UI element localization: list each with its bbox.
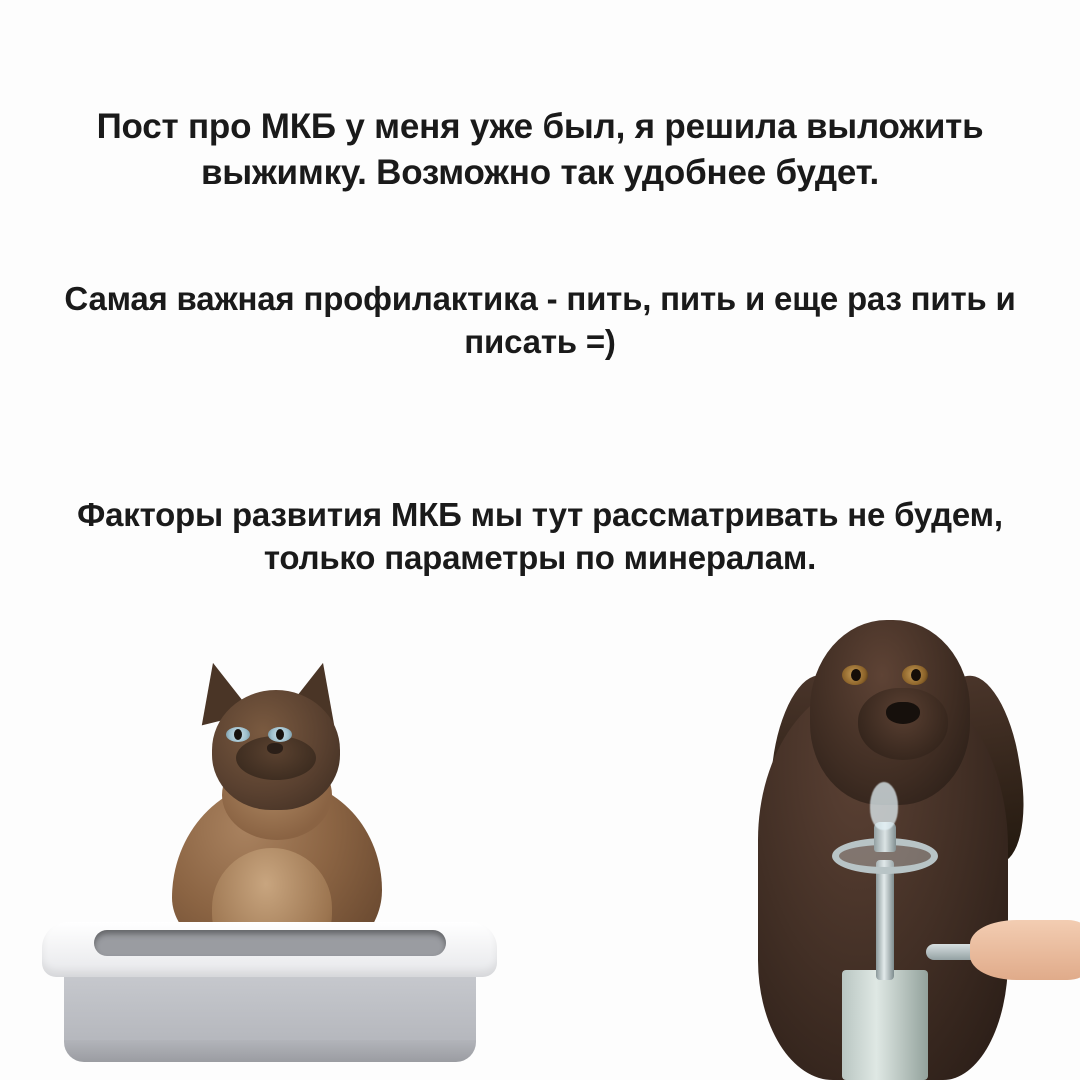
cat-eye-right	[268, 727, 292, 742]
post-paragraph-scope: Факторы развития МКБ мы тут рассматривать не будем, только параметры по минералам.	[77, 496, 1003, 576]
cat-nose	[267, 743, 283, 754]
fountain-stem	[876, 860, 894, 980]
dog-eye-left	[842, 665, 868, 685]
post-paragraph-prevention: Самая важная профилактика - пить, пить и еще раз пить и писать =)	[64, 280, 1016, 360]
dog-eye-right	[902, 665, 928, 685]
post-paragraph-intro: Пост про МКБ у меня уже был, я решила выложить выжимку. Возможно так удобнее будет.	[96, 107, 984, 192]
water-stream	[870, 782, 898, 830]
photo-strip	[0, 580, 1080, 1080]
human-hand	[970, 920, 1080, 980]
dog-drinking-photo	[750, 580, 1080, 1080]
dog-nose	[886, 702, 920, 724]
fountain-post	[842, 970, 928, 1080]
cat-eye-left	[226, 727, 250, 742]
dog-muzzle	[858, 688, 948, 760]
litter-box-opening	[94, 930, 446, 956]
litter-box-body	[64, 964, 476, 1062]
cat-in-litter-box-photo	[30, 620, 500, 1080]
litter-box-rim	[42, 922, 497, 977]
litter-box	[42, 922, 497, 1062]
